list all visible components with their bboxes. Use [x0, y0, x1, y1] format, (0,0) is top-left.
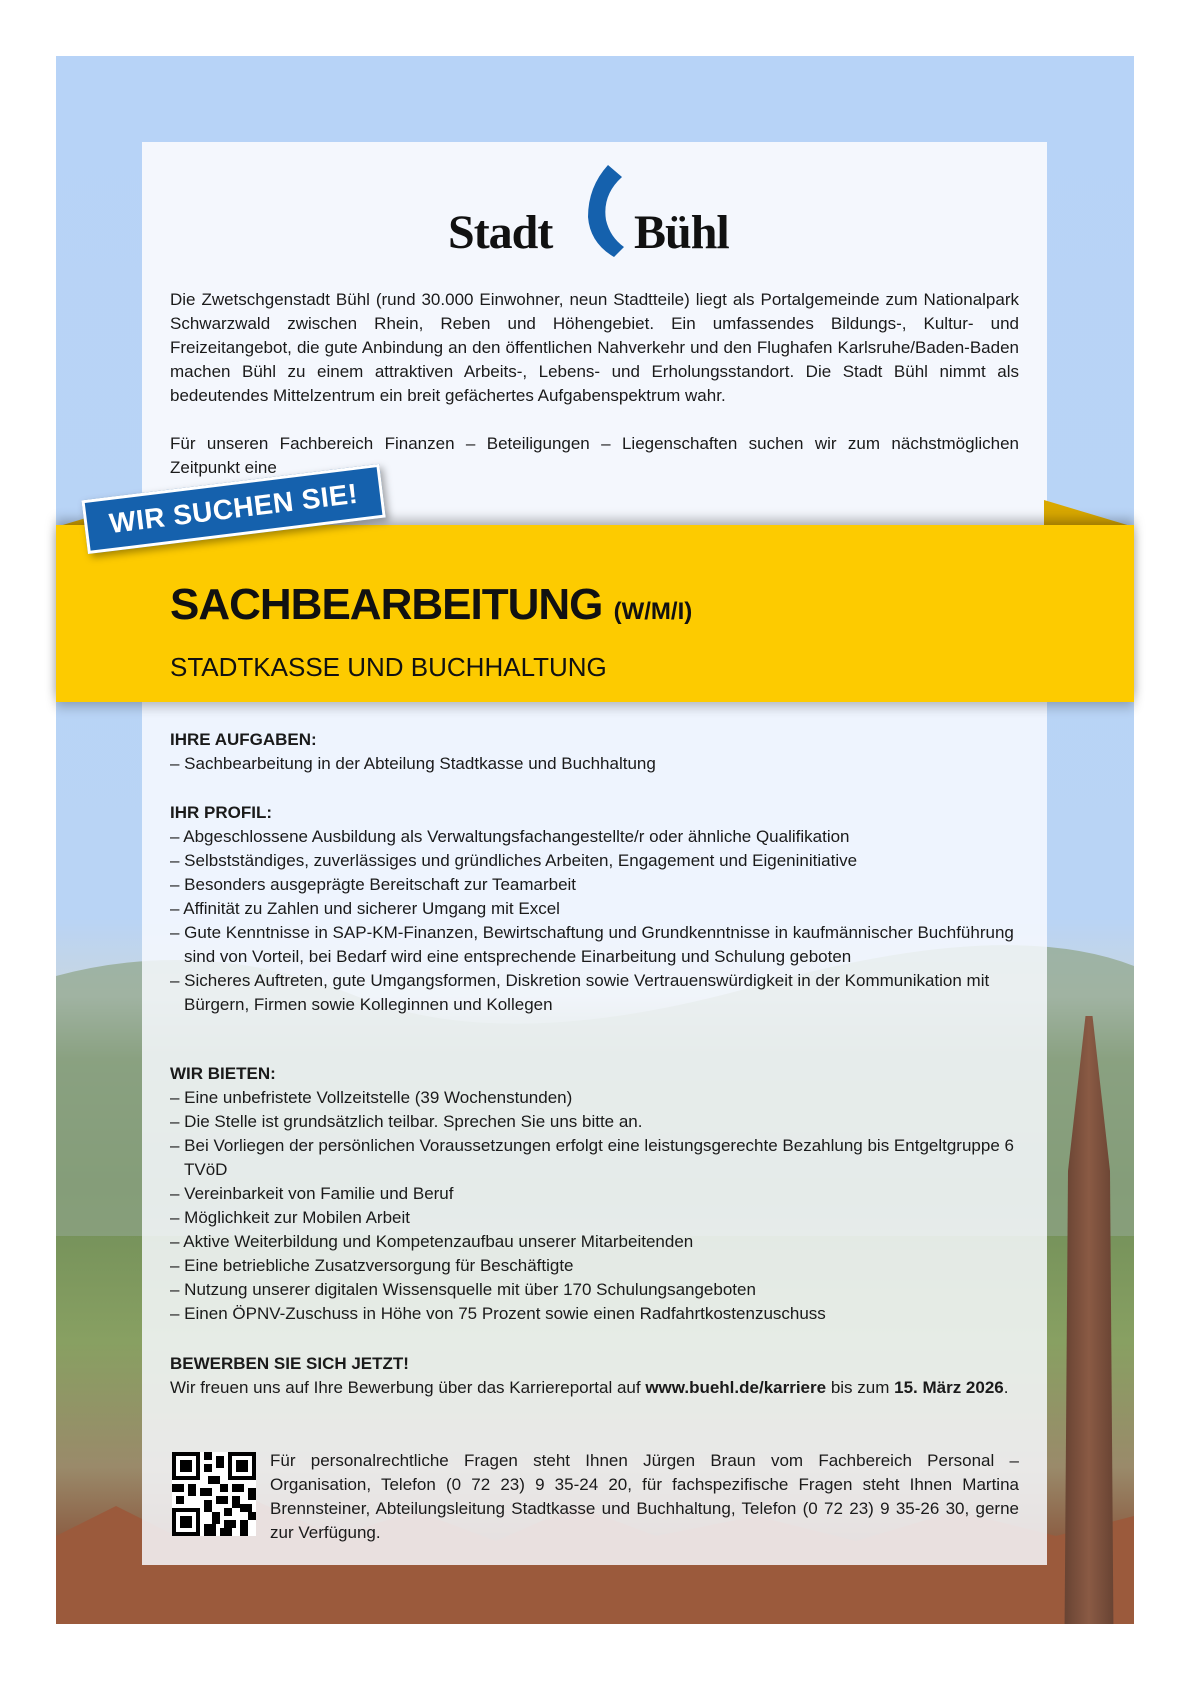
profile-heading: IHR PROFIL:	[170, 803, 272, 822]
tasks-heading: IHRE AUFGABEN:	[170, 730, 317, 749]
qr-code-icon[interactable]	[172, 1452, 256, 1536]
contact-paragraph: Für personalrechtliche Fragen steht Ihnen Jürgen Braun vom Fachbereich Personal – Organisation, Telefon (0 72 23) 9 35-24 20, für fachspezifische Fragen steht Ihnen Martina Brennsteiner, Abteilungsleitung Stadtkasse und Buchhaltung, Telefon (0 72 23) 9 35-26 30, gerne zur Verfügung.	[270, 1451, 1019, 1542]
offer-list	[170, 1086, 1019, 1326]
offer-item: – Eine betriebliche Zusatzversorgung für Beschäftigte	[170, 1256, 574, 1275]
profile-item: – Sicheres Auftreten, gute Umgangsformen, Diskretion sowie Vertrauenswürdigkeit in der Kommunikation mit Bürgern, Firmen sowie Kolleginnen und Kollegen	[170, 971, 990, 1014]
application-deadline: 15. März 2026	[894, 1378, 1004, 1397]
logo-text-left: Stadt	[448, 206, 553, 259]
offer-item: – Aktive Weiterbildung und Kompetenzaufbau unserer Mitarbeitenden	[170, 1232, 694, 1251]
offer-item: – Nutzung unserer digitalen Wissensquelle mit über 170 Schulungsangeboten	[170, 1280, 756, 1299]
apply-heading: BEWERBEN SIE SICH JETZT!	[170, 1354, 409, 1373]
tasks-section	[170, 728, 1019, 776]
apply-section	[170, 1352, 1019, 1400]
profile-item: – Affinität zu Zahlen und sicherer Umgang mit Excel	[170, 899, 560, 918]
profile-item: – Selbstständiges, zuverlässiges und gründliches Arbeiten, Engagement und Eigeninitiative	[170, 851, 858, 870]
tasks-list	[170, 752, 1019, 776]
profile-item: – Besonders ausgeprägte Bereitschaft zur Teamarbeit	[170, 875, 577, 894]
job-title-suffix: (W/M/I)	[613, 598, 693, 625]
logo-text-right: Bühl	[634, 206, 729, 259]
offer-item: – Die Stelle ist grundsätzlich teilbar. Sprechen Sie uns bitte an.	[170, 1112, 643, 1131]
profile-list	[170, 825, 1019, 1017]
apply-text-1: Wir freuen uns auf Ihre Bewerbung über das Karriereportal auf	[170, 1378, 646, 1397]
job-title-text: SACHBEARBEITUNG	[170, 580, 603, 629]
logo-emblem-icon	[580, 165, 630, 257]
profile-item: – Abgeschlossene Ausbildung als Verwaltungsfachangestellte/r oder ähnliche Qualifikation	[170, 827, 850, 846]
offer-item: – Bei Vorliegen der persönlichen Voraussetzungen erfolgt eine leistungsgerechte Bezahlung bis Entgeltgruppe 6 TVöD	[170, 1136, 1014, 1179]
tasks-item: – Sachbearbeitung in der Abteilung Stadtkasse und Buchhaltung	[170, 754, 656, 773]
offer-heading: WIR BIETEN:	[170, 1064, 276, 1083]
profile-item: – Gute Kenntnisse in SAP-KM-Finanzen, Bewirtschaftung und Grundkenntnisse in kaufmännischer Buchführung sind von Vorteil, bei Bedarf wird eine entsprechende Einarbeitung und Schulung geboten	[170, 923, 1014, 966]
profile-section	[170, 801, 1019, 1017]
apply-text-2: bis zum	[826, 1378, 895, 1397]
apply-text-3: .	[1003, 1378, 1009, 1397]
job-title	[170, 580, 692, 630]
search-paragraph: Für unseren Fachbereich Finanzen – Beteiligungen – Liegenschaften suchen wir zum nächstmöglichen Zeitpunkt eine	[170, 434, 1019, 477]
offer-item: – Möglichkeit zur Mobilen Arbeit	[170, 1208, 411, 1227]
offer-item: – Vereinbarkeit von Familie und Beruf	[170, 1184, 454, 1203]
career-portal-link[interactable]: www.buehl.de/karriere	[645, 1378, 827, 1397]
wir-suchen-sie-badge: WIR SUCHEN SIE!	[81, 464, 386, 554]
offer-item: – Eine unbefristete Vollzeitstelle (39 Wochenstunden)	[170, 1088, 573, 1107]
stadt-buehl-logo	[448, 165, 748, 260]
intro-paragraph: Die Zwetschgenstadt Bühl (rund 30.000 Einwohner, neun Stadtteile) liegt als Portalgemeinde zum Nationalpark Schwarzwald zwischen Rhein, Reben und Höhengebiet. Ein umfassendes Bildungs-, Kultur- und Freizeitangebot, die gute Anbindung an den öffentlichen Nahverkehr und den Flughafen Karlsruhe/Baden-Baden machen Bühl zu einem attraktiven Arbeits-, Lebens- und Erholungsstandort. Die Stadt Bühl nimmt als bedeutendes Mittelzentrum ein breit gefächertes Aufgabenspektrum wahr.	[170, 290, 1019, 405]
offer-section	[170, 1062, 1019, 1326]
offer-item: – Einen ÖPNV-Zuschuss in Höhe von 75 Prozent sowie einen Radfahrtkostenzuschuss	[170, 1304, 826, 1323]
banner-fold-right	[1044, 500, 1134, 527]
apply-text	[170, 1376, 1019, 1400]
job-subtitle: STADTKASSE UND BUCHHALTUNG	[170, 652, 607, 682]
